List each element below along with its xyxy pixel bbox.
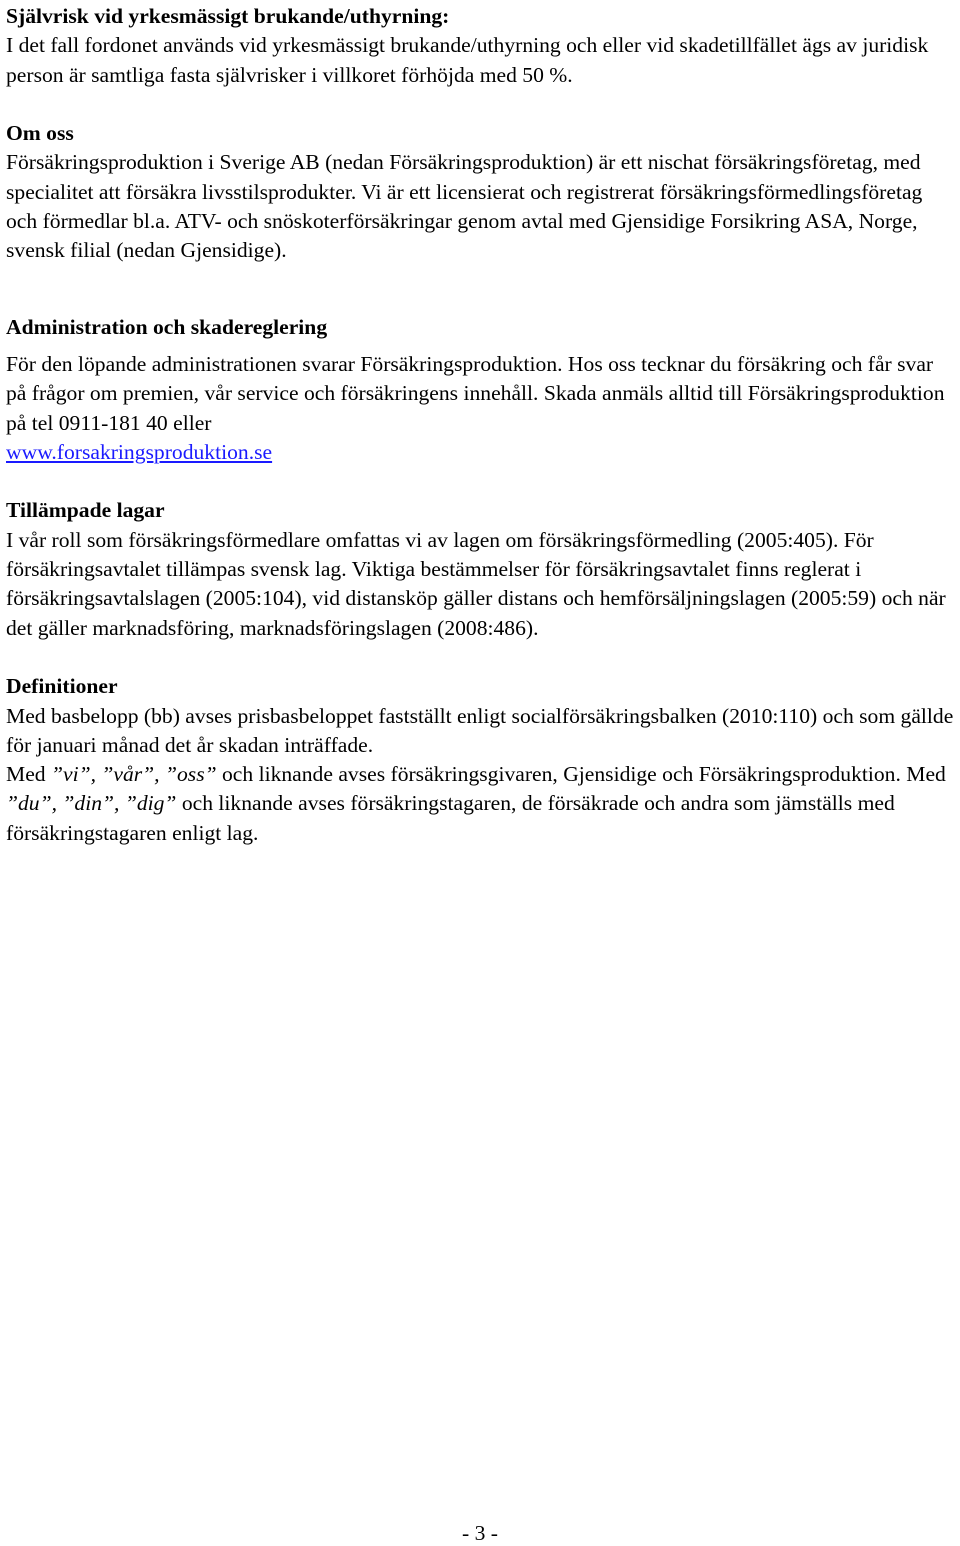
paragraph-self-risk: I det fall fordonet används vid yrkesmässigt brukande/uthyrning och eller vid skadetillfället ägs av juridisk person är samtliga fasta självrisker i villkoret förhöjda med 50 %. [6, 33, 929, 87]
heading-about: Om oss [6, 121, 74, 146]
heading-administration: Administration och skadereglering [6, 314, 328, 339]
section-about [6, 119, 956, 265]
section-definitions [6, 672, 956, 848]
section-administration [6, 313, 956, 467]
section-laws [6, 496, 956, 642]
definitions-term-we: ”vi”, ”vår”, ”oss” [50, 762, 217, 787]
section-self-risk [6, 2, 956, 90]
definitions-term-you: ”du”, ”din”, ”dig” [6, 791, 177, 816]
paragraph-definitions-terms [6, 760, 956, 848]
website-link[interactable]: www.forsakringsproduktion.se [6, 439, 273, 464]
document-page [6, 2, 956, 848]
heading-self-risk: Självrisk vid yrkesmässigt brukande/uthyrning: [6, 4, 450, 28]
paragraph-laws: I vår roll som försäkringsförmedlare omfattas vi av lagen om försäkringsförmedling (2005:405). För försäkringsavtalet tillämpas svensk lag. Viktiga bestämmelser för försäkringsavtalet finns reglerat i försäkringsavtalslagen (2005:104), vid distansköp gäller distans och hemförsäljningslagen (2005:59) och när det gäller marknadsföring, marknadsföringslagen (2008:486). [6, 527, 946, 640]
heading-definitions: Definitioner [6, 674, 118, 699]
paragraph-about: Försäkringsproduktion i Sverige AB (nedan Försäkringsproduktion) är ett nischat försäkringsföretag, med specialitet att försäkra livsstilsprodukter. Vi är ett licensierat och registrerat försäkringsförmedlingsföretag och förmedlar bl.a. ATV- och snöskoterförsäkringar genom avtal med Gjensidige Forsikring ASA, Norge, svensk filial (nedan Gjensidige). [6, 150, 923, 263]
definitions-suffix: och liknande avses försäkringstagaren, de försäkrade och andra som jämställs med försäkringstagaren enligt lag. [6, 791, 895, 845]
definitions-prefix: Med [6, 762, 51, 787]
administration-text: För den löpande administrationen svarar Försäkringsproduktion. Hos oss tecknar du försäkring och får svar på frågor om premien, vår service och försäkringens innehåll. Skada anmäls alltid till Försäkringsproduktion på tel 0911-181 40 eller [6, 351, 945, 435]
paragraph-definitions-basbelopp: Med basbelopp (bb) avses prisbasbeloppet fastställt enligt socialförsäkringsbalken (2010:110) och som gällde för januari månad det år skadan inträffade. [6, 703, 954, 757]
page-number: - 3 - [462, 1521, 498, 1545]
heading-laws: Tillämpade lagar [6, 498, 165, 523]
paragraph-administration [6, 350, 956, 467]
definitions-middle: och liknande avses försäkringsgivaren, Gjensidige och Försäkringsproduktion. Med [216, 762, 946, 787]
